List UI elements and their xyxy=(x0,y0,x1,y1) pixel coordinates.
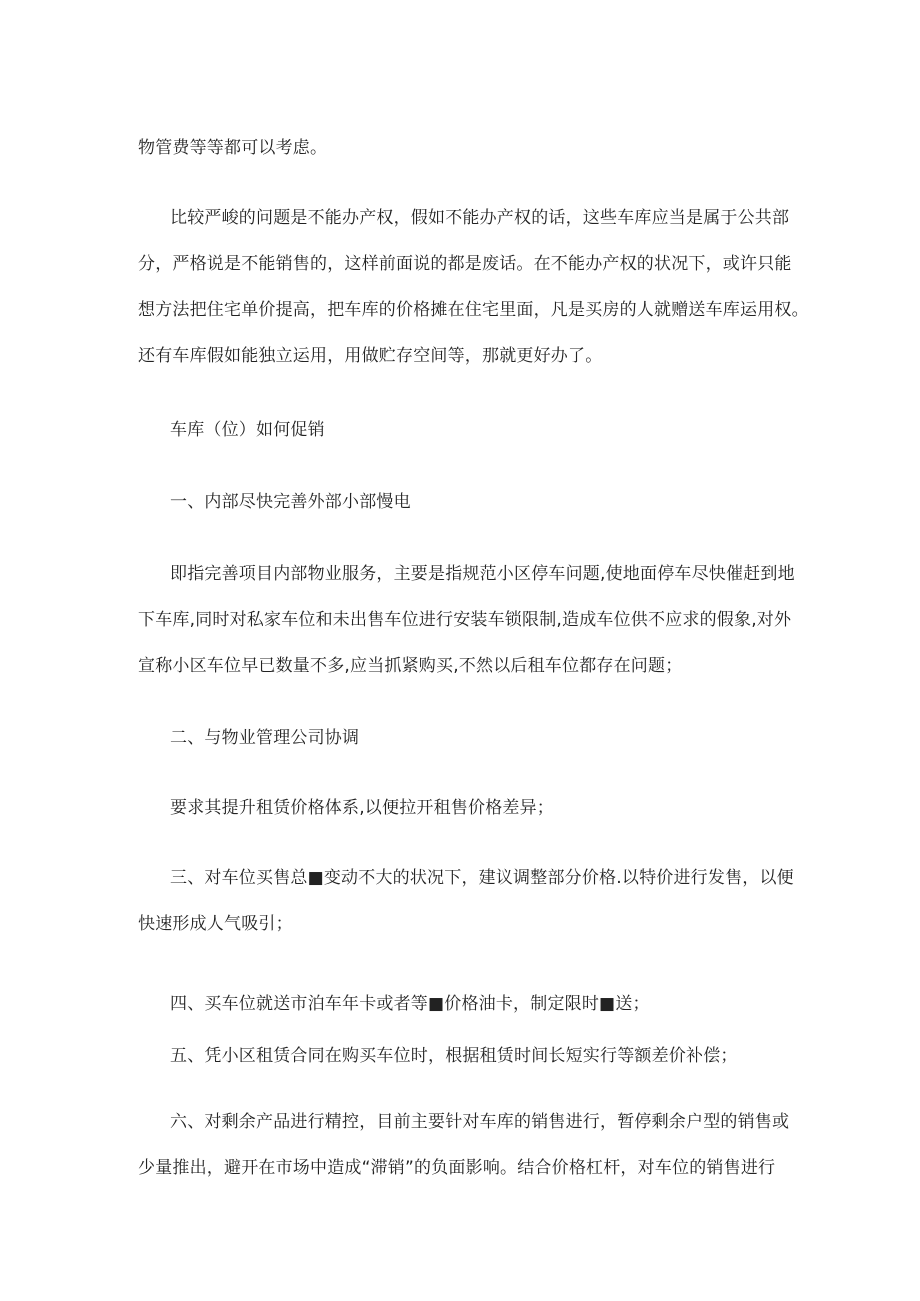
list-item-3-line-1: 三、对车位买售总■变动不大的状况下，建议调整部分价格.以特价进行发售，以便 xyxy=(170,868,794,888)
text-line-8: 即指完善项目内部物业服务，主要是指规范小区停车问题,使地面停车尽快催赶到地 xyxy=(170,564,795,584)
list-item-4: 四、买车位就送市泊车年卡或者等■价格油卡，制定限时■送； xyxy=(170,994,650,1014)
list-item-6-line-1: 六、对剩余产品进行精控，目前主要针对车库的销售进行，暂停剩余户型的销售或 xyxy=(170,1112,790,1132)
list-item-1-heading: 一、内部尽快完善外部小部慢电 xyxy=(170,492,411,512)
text-line-2: 比较严峻的问题是不能办产权，假如不能办产权的话，这些车库应当是属于公共部 xyxy=(170,208,790,228)
list-item-6-line-2: 少量推出，避开在市场中造成“滞销”的负面影响。结合价格杠杆，对车位的销售进行 xyxy=(138,1158,776,1178)
text-line-12: 要求其提升租赁价格体系,以便拉开租售价格差异； xyxy=(170,798,555,818)
list-item-3-line-2: 快速形成人气吸引； xyxy=(138,914,293,934)
text-line-4: 想方法把住宅单价提高，把车库的价格摊在住宅里面，凡是买房的人就赠送车库运用权。 xyxy=(138,300,809,320)
text-line-3: 分，严格说是不能销售的，这样前面说的都是废话。在不能办产权的状况下，或许只能 xyxy=(138,254,792,274)
section-heading: 车库（位）如何促销 xyxy=(170,420,325,440)
list-item-5: 五、凭小区租赁合同在购买车位时，根据租赁时间长短实行等额差价补偿； xyxy=(170,1046,738,1066)
text-line-9: 下车库,同时对私家车位和未出售车位进行安装车锁限制,造成车位供不应求的假象,对外 xyxy=(138,610,792,630)
text-line-1: 物管费等等都可以考虑。 xyxy=(138,138,328,158)
text-line-10: 宣称小区车位早已数量不多,应当抓紧购买,不然以后租车位都存在问题； xyxy=(138,656,683,676)
text-line-5: 还有车库假如能独立运用，用做贮存空间等，那就更好办了。 xyxy=(138,346,603,366)
list-item-2-heading: 二、与物业管理公司协调 xyxy=(170,728,360,748)
